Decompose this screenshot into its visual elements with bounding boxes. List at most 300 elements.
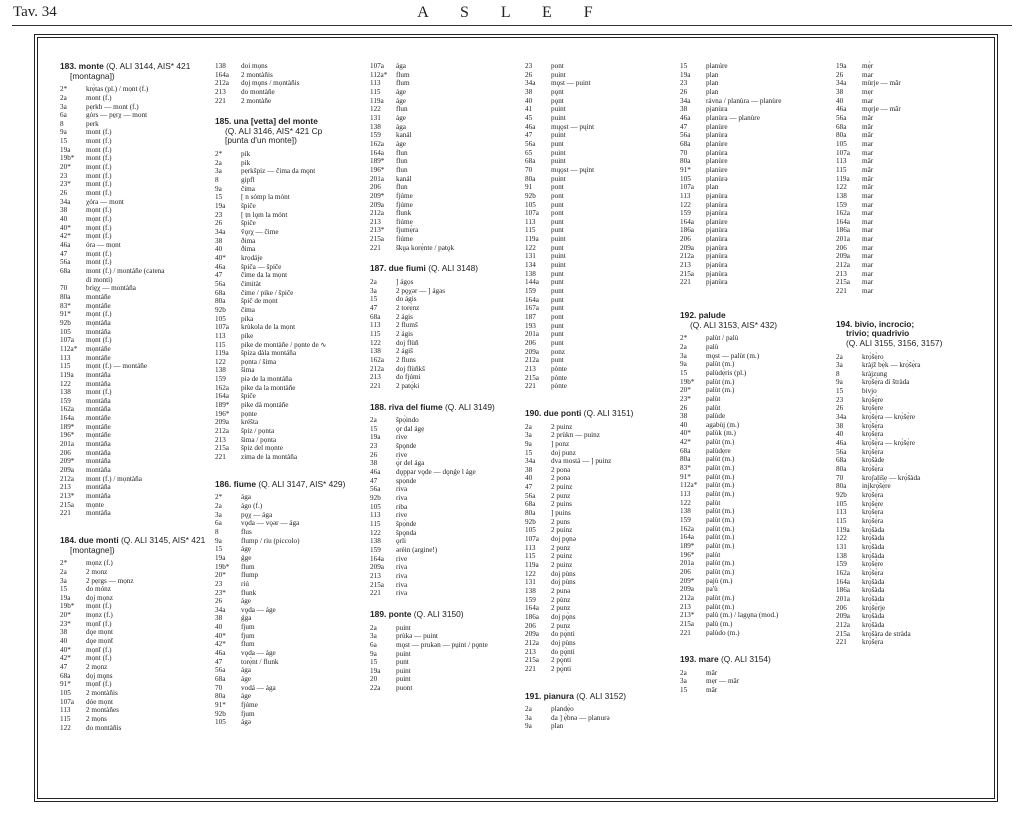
entry-name: due fiumi bbox=[388, 263, 426, 274]
point-code: 119a bbox=[370, 96, 384, 105]
dialect-form: punt bbox=[551, 356, 564, 365]
data-row bbox=[60, 206, 212, 215]
dialect-form: palùt (m.) bbox=[706, 524, 735, 533]
point-code: 9a bbox=[525, 439, 532, 448]
data-row bbox=[680, 481, 832, 490]
dialect-form: áge bbox=[241, 675, 251, 684]
point-code: 212a bbox=[370, 209, 384, 218]
point-code: 3a bbox=[60, 576, 67, 585]
point-code: 162a bbox=[370, 139, 384, 148]
data-row bbox=[836, 560, 988, 569]
data-row bbox=[60, 620, 212, 629]
data-row bbox=[525, 175, 677, 184]
data-row bbox=[60, 380, 212, 389]
dialect-form: mar bbox=[862, 269, 874, 278]
data-row bbox=[680, 473, 832, 482]
dialect-form: montàña bbox=[86, 466, 111, 475]
data-row bbox=[525, 348, 677, 357]
data-row bbox=[215, 537, 367, 546]
point-code: 164a bbox=[836, 217, 850, 226]
point-code: 26 bbox=[60, 189, 68, 198]
dialect-form: mùrje — mâr bbox=[862, 79, 901, 88]
data-row bbox=[60, 423, 212, 432]
dialect-form: zima de la montàña bbox=[241, 453, 298, 462]
dialect-form: mont (f.) bbox=[86, 388, 112, 397]
point-code: 215a bbox=[215, 444, 229, 453]
dialect-form: kroʃališẹ — krọ̀šàda bbox=[862, 473, 921, 482]
data-row bbox=[370, 218, 522, 227]
point-code: 2* bbox=[215, 493, 223, 502]
point-code: 70 bbox=[60, 284, 68, 293]
dialect-form: puint bbox=[396, 675, 411, 684]
data-row bbox=[680, 114, 832, 123]
data-row bbox=[525, 630, 677, 639]
dialect-form: montàña bbox=[86, 405, 111, 414]
entry-name: pianura bbox=[543, 690, 574, 701]
dialect-form: krọ̀šẹ̀ra bbox=[862, 447, 884, 456]
point-code: 215a bbox=[836, 629, 850, 638]
dialect-form: di monti) bbox=[86, 275, 113, 284]
point-code: 201a bbox=[836, 235, 850, 244]
data-row bbox=[370, 572, 522, 581]
data-row bbox=[60, 431, 212, 440]
dialect-form: palùt (m.) bbox=[706, 472, 735, 481]
point-code: 119a bbox=[215, 349, 229, 358]
dialect-form: puint bbox=[551, 252, 566, 261]
point-code: 113 bbox=[525, 543, 536, 552]
point-code: 56a bbox=[60, 258, 71, 267]
data-row bbox=[370, 105, 522, 114]
point-code: 80a bbox=[525, 174, 536, 183]
data-row bbox=[680, 235, 832, 244]
point-code: 2a bbox=[525, 705, 532, 714]
dialect-form: flum bbox=[241, 562, 255, 571]
point-code: 40* bbox=[60, 223, 71, 232]
data-row bbox=[680, 270, 832, 279]
data-row bbox=[525, 304, 677, 313]
point-code: 209a bbox=[836, 252, 850, 261]
dialect-form: flun bbox=[396, 105, 408, 114]
point-code: 22a bbox=[370, 684, 381, 693]
dialect-form: 2 mọns bbox=[86, 715, 107, 723]
entry-name: fiume bbox=[233, 478, 256, 489]
dialect-form: riú bbox=[241, 579, 249, 588]
point-code: 221 bbox=[525, 664, 536, 673]
point-code: 92b bbox=[370, 494, 381, 503]
dialect-form: áge bbox=[241, 597, 251, 606]
point-code: 113 bbox=[370, 79, 381, 88]
data-row bbox=[836, 140, 988, 149]
dialect-form: špiz del mọnte bbox=[241, 444, 283, 453]
point-code: 3a bbox=[370, 632, 377, 641]
data-row bbox=[60, 198, 212, 207]
data-row bbox=[60, 302, 212, 311]
data-row bbox=[215, 528, 367, 537]
entry-section bbox=[60, 536, 212, 732]
point-code: 46a bbox=[215, 649, 226, 658]
entry-number: 188. bbox=[370, 401, 387, 412]
data-row bbox=[370, 382, 522, 391]
dialect-form: dǫe mọnt bbox=[86, 628, 113, 637]
dialect-form: 2 puinz bbox=[551, 552, 573, 561]
dialect-form: bivjo bbox=[862, 387, 877, 396]
data-row bbox=[525, 79, 677, 88]
point-code: 68a bbox=[836, 456, 847, 465]
dialect-form: palùt (m.) bbox=[706, 490, 735, 499]
data-row bbox=[60, 577, 212, 586]
dialect-form: planùre bbox=[706, 139, 728, 148]
point-code: 8 bbox=[215, 176, 219, 185]
point-code: 189* bbox=[215, 401, 230, 410]
data-row bbox=[836, 482, 988, 491]
dialect-form: mųǫst — pųint bbox=[551, 165, 595, 174]
point-code: 68a bbox=[370, 312, 381, 321]
point-code: 91* bbox=[60, 680, 71, 689]
data-row bbox=[525, 201, 677, 210]
entry-subtitle: (Q. ALI 3153, AIS* 432) bbox=[690, 319, 778, 330]
dialect-form: mont (f.) / mọntàña bbox=[86, 474, 142, 483]
point-code: 15 bbox=[680, 368, 688, 377]
dialect-form: krọ̀šẹ̀ra bbox=[862, 568, 884, 577]
data-row bbox=[680, 123, 832, 132]
entry-number: 184. bbox=[60, 535, 77, 545]
point-code: 138 bbox=[370, 537, 381, 546]
entry-name: una [vetta] del monte bbox=[233, 116, 318, 127]
dialect-form: mọnt̄ (f.) bbox=[86, 680, 112, 689]
point-code: 115 bbox=[836, 165, 847, 174]
data-row bbox=[525, 157, 677, 166]
point-code: 209a bbox=[680, 585, 694, 594]
dialect-form: palùt bbox=[706, 394, 721, 403]
dialect-form: mar bbox=[862, 252, 874, 261]
data-row bbox=[680, 105, 832, 114]
point-code: 201a bbox=[836, 594, 850, 603]
data-row bbox=[215, 401, 367, 410]
point-code: 212a bbox=[370, 364, 384, 373]
dialect-form: puint bbox=[396, 666, 411, 675]
dialect-form: pjanùra bbox=[706, 209, 728, 218]
dialect-form: mâr bbox=[862, 183, 874, 192]
dialect-form: ǝrèin (argine!) bbox=[396, 546, 438, 554]
dialect-form: gȯrs — pe̱rχ — mont bbox=[86, 111, 148, 120]
point-code: 107a bbox=[215, 323, 229, 332]
dialect-form: mont (f.) bbox=[86, 145, 112, 154]
dialect-form: montàña bbox=[86, 448, 111, 457]
dialect-form: krọ̀šàda bbox=[862, 586, 885, 595]
dialect-form: flun bbox=[396, 148, 408, 157]
dialect-form: áge bbox=[396, 87, 406, 96]
entry-section bbox=[215, 117, 367, 461]
point-code: 113 bbox=[60, 353, 71, 362]
data-row bbox=[680, 261, 832, 270]
data-row bbox=[60, 405, 212, 414]
point-code: 115 bbox=[370, 329, 381, 338]
data-row bbox=[525, 714, 677, 723]
point-code: 209* bbox=[680, 576, 695, 585]
dialect-form: palùt bbox=[706, 498, 721, 507]
plate-number: Tav. 34 bbox=[13, 4, 57, 20]
dialect-form: do pǫ̀nti bbox=[551, 630, 575, 639]
dialect-form: palùt (m.) bbox=[706, 567, 735, 576]
dialect-form: ǵga bbox=[241, 614, 252, 623]
point-code: 26 bbox=[215, 597, 223, 606]
data-row bbox=[680, 157, 832, 166]
data-row bbox=[525, 648, 677, 657]
data-row bbox=[370, 62, 522, 71]
dialect-form: ǫrli bbox=[396, 537, 406, 546]
data-row bbox=[215, 159, 367, 168]
point-code: 213 bbox=[525, 364, 536, 373]
point-code: 47 bbox=[215, 657, 223, 666]
entry-section bbox=[680, 311, 832, 637]
point-code: 212a bbox=[836, 261, 850, 270]
point-code: 162a bbox=[60, 405, 74, 414]
point-code: 138 bbox=[836, 191, 847, 200]
point-code: 91* bbox=[60, 310, 71, 319]
dialect-form: šima / pọnta bbox=[241, 435, 277, 444]
point-code: 19a bbox=[60, 145, 71, 154]
dialect-form: 2 montàñis bbox=[241, 70, 273, 79]
dialect-form: palùt (m.) bbox=[706, 386, 735, 395]
dialect-form: čimitàt bbox=[241, 279, 261, 288]
data-row bbox=[60, 241, 212, 250]
dialect-form: palùt (m.) bbox=[706, 516, 735, 525]
point-code: 42* bbox=[60, 654, 71, 663]
point-code: 68a bbox=[215, 675, 226, 684]
point-code: 23* bbox=[215, 588, 226, 597]
dialect-form: pont bbox=[551, 313, 564, 322]
point-code: 213 bbox=[680, 602, 691, 611]
entry-subtitle-bold: trivio; quadrivio bbox=[846, 328, 910, 339]
point-code: 26 bbox=[836, 70, 844, 79]
point-code: 3a bbox=[215, 510, 222, 519]
dialect-form: puint bbox=[396, 649, 411, 658]
point-code: 212a bbox=[680, 593, 694, 602]
data-row bbox=[60, 163, 212, 172]
point-code: 9a bbox=[215, 184, 222, 193]
data-row bbox=[836, 244, 988, 253]
point-code: 47 bbox=[60, 663, 68, 672]
data-row bbox=[60, 215, 212, 224]
dialect-form: puint bbox=[551, 235, 566, 244]
point-code: 164a bbox=[215, 392, 229, 401]
data-row bbox=[680, 88, 832, 97]
point-code: 131 bbox=[525, 578, 536, 587]
dialect-form: punt bbox=[551, 243, 564, 252]
data-row bbox=[836, 370, 988, 379]
dialect-form: pǫχ — ága bbox=[241, 510, 273, 519]
point-code: 213 bbox=[680, 261, 691, 270]
point-code: 138 bbox=[680, 507, 691, 516]
point-code: 80a bbox=[836, 131, 847, 140]
data-row bbox=[370, 365, 522, 374]
entry-reference: (Q. ALI 3150) bbox=[413, 608, 464, 619]
entry-title bbox=[525, 692, 677, 702]
point-code: 159 bbox=[215, 375, 226, 384]
dialect-form: palùt (m.) bbox=[706, 464, 735, 473]
dialect-form: mar bbox=[862, 139, 874, 148]
data-row bbox=[370, 287, 522, 296]
data-row bbox=[525, 322, 677, 331]
point-code: 2* bbox=[60, 85, 68, 94]
data-row bbox=[60, 509, 212, 518]
dialect-form: špiče bbox=[241, 392, 256, 401]
data-row bbox=[215, 606, 367, 615]
data-row bbox=[680, 516, 832, 525]
dialect-form: mar bbox=[862, 235, 874, 244]
point-code: 105 bbox=[215, 718, 226, 727]
point-code: 213* bbox=[680, 611, 695, 620]
data-row bbox=[60, 680, 212, 689]
dialect-form: palùt bbox=[706, 550, 721, 559]
dialect-form: planùra bbox=[706, 200, 728, 209]
point-code: 3a bbox=[525, 713, 532, 722]
data-row bbox=[60, 103, 212, 112]
point-code: 3a bbox=[60, 102, 67, 111]
data-row bbox=[370, 494, 522, 503]
point-code: 186a bbox=[680, 226, 694, 235]
dialect-form: mọntáñe bbox=[86, 431, 111, 440]
dialect-form: krọ̀šẹ̀ra — krọ̀šẹ̀re bbox=[862, 413, 916, 422]
dialect-form: mẹ̀r bbox=[862, 62, 874, 70]
entry-reference: (Q. ALI 3154) bbox=[721, 654, 771, 665]
point-code: 46a bbox=[370, 468, 381, 477]
point-code: 83* bbox=[680, 464, 691, 473]
data-row bbox=[60, 559, 212, 568]
point-code: 92b bbox=[836, 491, 847, 499]
point-code: 80a bbox=[60, 292, 71, 301]
point-code: 2* bbox=[60, 559, 68, 568]
point-code: 23 bbox=[215, 579, 223, 588]
point-code: 80a bbox=[836, 465, 847, 474]
dialect-form: doj pǫnǝ bbox=[551, 535, 576, 544]
dialect-form: mųǫst — pųint bbox=[551, 122, 595, 131]
point-code: 68a bbox=[215, 288, 226, 297]
entry-number: 190. bbox=[525, 407, 542, 418]
dialect-form: pjanùra bbox=[706, 191, 728, 200]
data-row bbox=[215, 323, 367, 332]
dialect-form: 2 puinz bbox=[551, 422, 573, 431]
dialect-form: mar bbox=[862, 226, 874, 235]
dialect-form: montáñe bbox=[86, 353, 111, 362]
data-row bbox=[525, 500, 677, 509]
point-code: 47 bbox=[680, 122, 688, 131]
dialect-form: spọ́nde bbox=[396, 476, 417, 485]
dialect-form: piǝ de la montáña bbox=[241, 375, 292, 384]
dialect-form: planùrǝ bbox=[706, 174, 728, 183]
point-code: 65 bbox=[525, 148, 533, 157]
dialect-form: fjum bbox=[241, 623, 255, 632]
dialect-form: kanál bbox=[396, 131, 412, 140]
point-code: 105 bbox=[60, 689, 71, 698]
dialect-form: do montàñe bbox=[241, 87, 275, 96]
data-row bbox=[60, 637, 212, 646]
data-row bbox=[60, 397, 212, 406]
point-code: 47 bbox=[370, 476, 378, 485]
point-code: 15 bbox=[680, 686, 688, 695]
point-code: 119a bbox=[836, 174, 850, 183]
data-row bbox=[370, 295, 522, 304]
data-row bbox=[836, 62, 988, 71]
data-row bbox=[680, 455, 832, 464]
dialect-form: krọ̀šẹ̀re bbox=[862, 395, 884, 404]
dialect-form: riva bbox=[396, 494, 408, 503]
data-row bbox=[525, 587, 677, 596]
data-row bbox=[836, 621, 988, 630]
dialect-form: pont bbox=[551, 183, 564, 192]
point-code: 122 bbox=[680, 200, 691, 209]
dialect-form: krọ̀šẹ̀ra bbox=[862, 465, 884, 474]
point-code: 193 bbox=[525, 321, 536, 330]
data-row bbox=[60, 414, 212, 423]
point-code: 68a bbox=[60, 266, 71, 275]
data-row bbox=[60, 224, 212, 233]
data-row bbox=[370, 624, 522, 633]
dialect-form: ǫr dal ágẹ bbox=[396, 424, 425, 433]
dialect-form: fiúme bbox=[396, 217, 413, 226]
point-code: 212a bbox=[215, 427, 229, 436]
data-row bbox=[836, 353, 988, 362]
point-code: 15 bbox=[215, 545, 223, 554]
point-code: 26 bbox=[680, 403, 688, 412]
point-code: 15 bbox=[60, 585, 68, 594]
point-code: 162a bbox=[680, 524, 694, 533]
point-code: 164a bbox=[836, 577, 850, 586]
dialect-form: fjúme bbox=[241, 701, 258, 710]
point-code: 47 bbox=[370, 304, 378, 312]
data-row bbox=[370, 667, 522, 676]
data-row bbox=[370, 459, 522, 468]
point-code: 144a bbox=[525, 278, 539, 287]
point-code: 138 bbox=[370, 347, 381, 356]
dialect-form: špọ̀indo bbox=[396, 416, 419, 425]
dialect-form: mar bbox=[862, 191, 874, 200]
point-code: 164a bbox=[215, 70, 229, 79]
point-code: 138 bbox=[215, 62, 226, 70]
data-row bbox=[680, 594, 832, 603]
dialect-form: punt bbox=[551, 226, 564, 235]
data-row bbox=[836, 79, 988, 88]
point-code: 213 bbox=[525, 647, 536, 656]
data-row bbox=[680, 533, 832, 542]
data-row bbox=[60, 371, 212, 380]
point-code: 68a bbox=[680, 446, 691, 455]
data-row bbox=[370, 183, 522, 192]
point-code: 23 bbox=[525, 62, 533, 70]
point-code: 213 bbox=[60, 483, 71, 492]
data-row bbox=[525, 423, 677, 432]
data-row bbox=[525, 483, 677, 492]
data-row bbox=[215, 666, 367, 675]
dialect-form: pike dà mọntáñe bbox=[241, 401, 289, 410]
dialect-form: mọnt (f.) — montáñe bbox=[86, 362, 148, 371]
data-row bbox=[525, 535, 677, 544]
data-row bbox=[370, 304, 522, 313]
data-row bbox=[525, 561, 677, 570]
data-row bbox=[680, 421, 832, 430]
dialect-form: montàña bbox=[86, 509, 111, 518]
point-code: 40 bbox=[215, 623, 223, 632]
data-row bbox=[60, 354, 212, 363]
dialect-form: do fjúmi bbox=[396, 373, 421, 382]
entry-section bbox=[370, 403, 522, 598]
dialect-form: óra — mọnt bbox=[86, 241, 121, 249]
data-row bbox=[370, 650, 522, 659]
dialect-form: punt bbox=[551, 287, 564, 296]
dialect-form: špiz / pọnta bbox=[241, 427, 275, 436]
data-row bbox=[836, 604, 988, 613]
data-row bbox=[215, 341, 367, 350]
